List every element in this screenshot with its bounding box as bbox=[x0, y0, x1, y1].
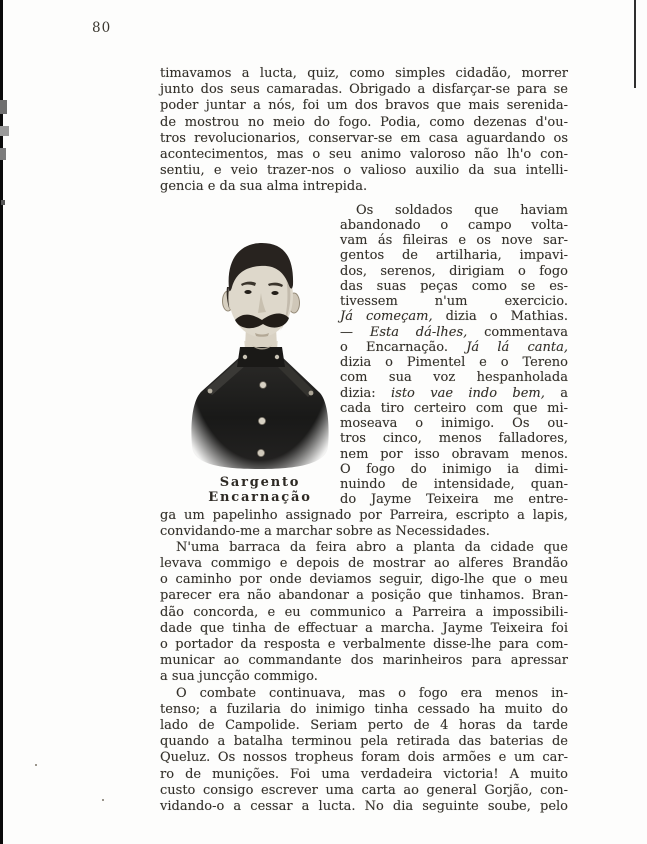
portrait-photo-icon bbox=[184, 223, 336, 469]
text-line bbox=[160, 66, 568, 82]
text-line bbox=[160, 686, 568, 702]
text-line bbox=[340, 370, 568, 385]
text-line bbox=[160, 702, 568, 718]
text-line bbox=[160, 524, 568, 540]
text-line bbox=[160, 147, 568, 163]
text-line bbox=[160, 82, 568, 98]
text-segment: Esta dá-lhes, bbox=[369, 324, 468, 340]
text-segment: Queluz. Os nossos tropheus foram dois armões e um car- bbox=[160, 750, 568, 766]
text-line bbox=[160, 718, 568, 734]
portrait-figure bbox=[160, 203, 340, 508]
text-segment: ga um papelinho assignado por Parreira, escripto a lapis, bbox=[160, 507, 568, 523]
text-segment: O fogo do inimigo ia dimi- bbox=[340, 461, 568, 477]
page-text-block bbox=[160, 66, 568, 815]
text-line bbox=[160, 179, 568, 195]
text-segment: nem por isso obravam menos. bbox=[340, 446, 568, 462]
text-segment: do Jayme Teixeira me entre- bbox=[340, 492, 568, 508]
text-segment: tenso; a fuzilaria do inimigo tinha cessado ha muito do bbox=[160, 701, 568, 717]
text-segment: tivessem n'um exercicio. bbox=[340, 294, 568, 309]
text-line bbox=[340, 477, 568, 492]
text-segment: dizia o Pimentel e o Tereno bbox=[340, 355, 568, 370]
text-segment: a sua juncção commigo. bbox=[160, 669, 318, 685]
text-segment: Já começam, bbox=[340, 309, 433, 325]
text-line bbox=[160, 669, 568, 685]
paragraph-beside-photo bbox=[340, 203, 568, 508]
text-segment: ro de munições. Foi uma verdadeira victoria! A muito bbox=[160, 766, 568, 782]
text-segment: quando a batalha terminou pela retirada das baterias de bbox=[160, 734, 568, 750]
text-segment: isto vae indo bem, bbox=[390, 385, 545, 401]
text-segment: N'uma barraca da feira abro a planta da cidade que bbox=[176, 539, 568, 555]
text-segment: custo consigo escrever uma carta ao general Gorjão, con- bbox=[160, 782, 568, 798]
text-line bbox=[340, 416, 568, 431]
figure-row bbox=[160, 203, 568, 508]
scan-line-artifact bbox=[634, 0, 636, 88]
scan-blot-artifact bbox=[0, 100, 7, 114]
text-line bbox=[340, 325, 568, 340]
text-line bbox=[340, 294, 568, 309]
text-line bbox=[160, 653, 568, 669]
text-line bbox=[160, 799, 568, 815]
text-line bbox=[160, 588, 568, 604]
text-segment: sentiu, e veio trazer-nos o valioso auxilio da sua intelli- bbox=[160, 163, 568, 179]
text-line bbox=[160, 750, 568, 766]
text-segment: vam ás fileiras e os nove sar- bbox=[340, 233, 568, 248]
text-segment: timavamos a lucta, quiz, como simples cidadão, morrer bbox=[160, 66, 568, 81]
text-segment: gentos de artilharia, impavi- bbox=[340, 248, 568, 264]
text-line bbox=[340, 355, 568, 370]
text-segment: abandonado o campo volta- bbox=[340, 217, 568, 233]
text-segment: dos, serenos, dirigiam o fogo bbox=[340, 263, 568, 279]
figure-caption: Sargento Encarnação bbox=[208, 474, 312, 505]
scan-blot-artifact bbox=[0, 126, 9, 136]
scan-speck-artifact bbox=[102, 799, 104, 801]
text-segment: dão concorda, e eu communico a Parreira a impossibili- bbox=[160, 604, 568, 620]
text-line bbox=[160, 540, 568, 556]
text-segment: O combate continuava, mas o fogo era menos in- bbox=[176, 685, 568, 701]
text-line bbox=[340, 492, 568, 507]
text-line bbox=[160, 637, 568, 653]
text-segment: parecer era não abandonar a posição que tinhamos. Bran- bbox=[160, 588, 568, 604]
text-segment: o Encarnação. bbox=[340, 339, 467, 355]
text-line bbox=[340, 218, 568, 233]
text-segment: dade que tinha de effectuar a marcha. Jayme Teixeira foi bbox=[160, 620, 568, 636]
paragraph-continuation-below-photo bbox=[160, 508, 568, 540]
text-segment: Já lá canta, bbox=[466, 339, 568, 355]
text-segment: das suas peças como se es- bbox=[340, 278, 568, 294]
page-number: 80 bbox=[92, 20, 112, 36]
text-line bbox=[340, 431, 568, 446]
text-segment: com sua voz hespanholada bbox=[340, 370, 568, 386]
text-line bbox=[340, 386, 568, 401]
text-line bbox=[160, 98, 568, 114]
text-segment: commentava bbox=[467, 324, 568, 340]
text-line bbox=[160, 783, 568, 799]
text-line bbox=[160, 556, 568, 572]
text-segment: gencia e da sua alma intrepida. bbox=[160, 179, 368, 195]
text-line bbox=[160, 115, 568, 131]
text-segment: nuindo de intensidade, quan- bbox=[340, 477, 568, 492]
text-line bbox=[160, 131, 568, 147]
text-line bbox=[160, 621, 568, 637]
text-line bbox=[340, 279, 568, 294]
text-line bbox=[160, 508, 568, 524]
text-line bbox=[340, 401, 568, 416]
text-line bbox=[160, 572, 568, 588]
scan-speck-artifact bbox=[35, 764, 37, 766]
text-segment: dizia: bbox=[340, 385, 391, 401]
text-segment: poder juntar a nós, foi um dos bravos que mais serenida- bbox=[160, 98, 568, 114]
text-line bbox=[160, 734, 568, 750]
text-segment: acontecimentos, mas o seu animo valoroso não lh'o con- bbox=[160, 146, 568, 162]
text-segment: cada tiro certeiro com que mi- bbox=[340, 400, 568, 416]
text-segment: dizia o Mathias. bbox=[432, 309, 568, 325]
text-segment: Os soldados que haviam bbox=[356, 202, 568, 218]
text-segment: de mostrou no meio do fogo. Podia, como dezenas d'ou- bbox=[160, 114, 568, 130]
text-segment: o portador da resposta e verbalmente disse-lhe para com- bbox=[160, 637, 568, 652]
text-segment: convidando-me a marchar sobre as Necessidades. bbox=[160, 523, 490, 539]
text-segment: junto dos seus camaradas. Obrigado a disfarçar-se para se bbox=[160, 82, 568, 98]
text-segment: a bbox=[544, 385, 569, 401]
text-line bbox=[340, 264, 568, 279]
paragraph bbox=[160, 686, 568, 816]
paragraph-continuation bbox=[160, 66, 568, 196]
text-line bbox=[160, 605, 568, 621]
text-segment: tros cinco, menos falladores, bbox=[340, 431, 568, 447]
text-segment: municar ao commandante dos marinheiros para apressar bbox=[160, 653, 568, 669]
text-segment: lado de Campolide. Seriam perto de 4 horas da tarde bbox=[160, 717, 568, 733]
text-line bbox=[340, 447, 568, 462]
text-line bbox=[340, 248, 568, 263]
text-segment: vidando-o a cessar a lucta. No dia seguinte soube, pelo bbox=[160, 798, 568, 814]
text-segment: moseava o inimigo. Os ou- bbox=[340, 416, 568, 431]
text-segment: tros revolucionarios, conservar-se em casa aguardando os bbox=[160, 130, 568, 146]
paragraph bbox=[160, 540, 568, 686]
text-segment: levava commigo e depois de mostrar ao alferes Brandão bbox=[160, 556, 568, 572]
text-line bbox=[340, 233, 568, 248]
text-segment: — bbox=[340, 324, 370, 340]
scan-blot-artifact bbox=[0, 148, 6, 160]
text-line bbox=[160, 767, 568, 783]
text-line bbox=[340, 462, 568, 477]
text-line bbox=[340, 340, 568, 355]
text-line bbox=[160, 163, 568, 179]
text-segment: o caminho por onde deviamos seguir, digo-lhe que o meu bbox=[160, 572, 568, 588]
scan-blot-artifact bbox=[1, 200, 5, 205]
text-line bbox=[340, 203, 568, 218]
text-line bbox=[340, 309, 568, 324]
